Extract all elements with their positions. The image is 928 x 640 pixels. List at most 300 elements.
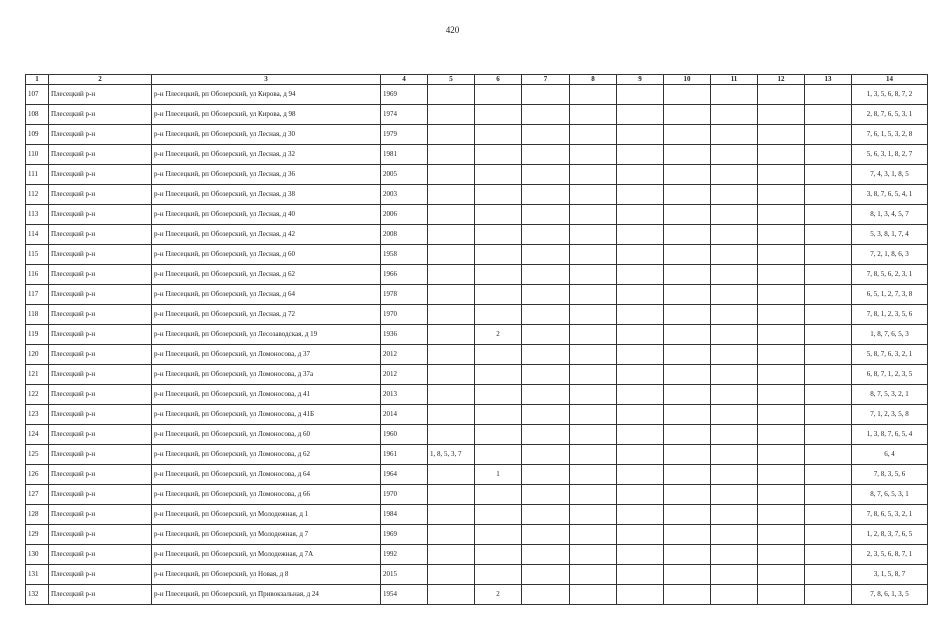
empty-cell xyxy=(758,585,805,605)
empty-cell xyxy=(711,245,758,265)
empty-cell xyxy=(711,325,758,345)
year-cell: 1964 xyxy=(381,465,428,485)
column-5-cell xyxy=(428,405,475,425)
column-5-cell xyxy=(428,105,475,125)
empty-cell xyxy=(664,165,711,185)
column-14-cell: 7, 8, 5, 6, 2, 3, 1 xyxy=(852,265,928,285)
empty-cell xyxy=(617,545,664,565)
table-row xyxy=(26,545,928,565)
empty-cell xyxy=(522,245,570,265)
empty-cell xyxy=(522,485,570,505)
empty-cell xyxy=(617,245,664,265)
header-row xyxy=(26,75,928,85)
year-cell: 2012 xyxy=(381,345,428,365)
year-cell: 1958 xyxy=(381,245,428,265)
address-cell: р-н Плесецкий, рп Обозерский, ул Ломоносова, д 60 xyxy=(152,425,381,445)
table-row xyxy=(26,525,928,545)
address-cell: р-н Плесецкий, рп Обозерский, ул Молодежная, д 7А xyxy=(152,545,381,565)
table-row xyxy=(26,205,928,225)
empty-cell xyxy=(617,285,664,305)
empty-cell xyxy=(758,205,805,225)
empty-cell xyxy=(617,305,664,325)
address-cell: р-н Плесецкий, рп Обозерский, ул Лесная, д 38 xyxy=(152,185,381,205)
column-5-cell xyxy=(428,85,475,105)
empty-cell xyxy=(664,565,711,585)
column-6-cell xyxy=(475,365,522,385)
empty-cell xyxy=(664,145,711,165)
empty-cell xyxy=(522,325,570,345)
column-14-cell: 7, 8, 3, 5, 6 xyxy=(852,465,928,485)
empty-cell xyxy=(758,85,805,105)
table-row xyxy=(26,305,928,325)
empty-cell xyxy=(711,205,758,225)
district-cell: Плесецкий р-н xyxy=(49,105,152,125)
row-number-cell: 107 xyxy=(26,85,49,105)
address-cell: р-н Плесецкий, рп Обозерский, ул Лесная, д 64 xyxy=(152,285,381,305)
address-cell: р-н Плесецкий, рп Обозерский, ул Лесозаводская, д 19 xyxy=(152,325,381,345)
empty-cell xyxy=(522,85,570,105)
year-cell: 1966 xyxy=(381,265,428,285)
row-number-cell: 108 xyxy=(26,105,49,125)
column-6-cell xyxy=(475,345,522,365)
column-6-cell xyxy=(475,225,522,245)
empty-cell xyxy=(664,485,711,505)
empty-cell xyxy=(570,465,617,485)
year-cell: 2015 xyxy=(381,565,428,585)
column-14-cell: 8, 7, 6, 5, 3, 1 xyxy=(852,485,928,505)
empty-cell xyxy=(664,465,711,485)
empty-cell xyxy=(617,365,664,385)
column-header: 10 xyxy=(664,75,711,85)
empty-cell xyxy=(805,505,852,525)
column-5-cell xyxy=(428,305,475,325)
table-row xyxy=(26,225,928,245)
empty-cell xyxy=(617,345,664,365)
table-row xyxy=(26,425,928,445)
empty-cell xyxy=(522,145,570,165)
empty-cell xyxy=(711,505,758,525)
year-cell: 2012 xyxy=(381,365,428,385)
district-cell: Плесецкий р-н xyxy=(49,545,152,565)
column-14-cell: 7, 4, 3, 1, 8, 5 xyxy=(852,165,928,185)
column-5-cell xyxy=(428,245,475,265)
empty-cell xyxy=(570,325,617,345)
column-5-cell xyxy=(428,465,475,485)
column-6-cell xyxy=(475,565,522,585)
column-header: 7 xyxy=(522,75,570,85)
row-number-cell: 126 xyxy=(26,465,49,485)
empty-cell xyxy=(711,565,758,585)
empty-cell xyxy=(711,365,758,385)
empty-cell xyxy=(664,345,711,365)
empty-cell xyxy=(758,165,805,185)
empty-cell xyxy=(617,585,664,605)
empty-cell xyxy=(758,565,805,585)
address-cell: р-н Плесецкий, рп Обозерский, ул Привокзальная, д 24 xyxy=(152,585,381,605)
table-row xyxy=(26,585,928,605)
address-cell: р-н Плесецкий, рп Обозерский, ул Кирова, д 98 xyxy=(152,105,381,125)
column-14-cell: 3, 8, 7, 6, 5, 4, 1 xyxy=(852,185,928,205)
empty-cell xyxy=(711,425,758,445)
column-14-cell: 5, 8, 7, 6, 3, 2, 1 xyxy=(852,345,928,365)
address-cell: р-н Плесецкий, рп Обозерский, ул Лесная, д 62 xyxy=(152,265,381,285)
address-cell: р-н Плесецкий, рп Обозерский, ул Ломоносова, д 37а xyxy=(152,365,381,385)
empty-cell xyxy=(711,85,758,105)
column-header: 5 xyxy=(428,75,475,85)
empty-cell xyxy=(805,245,852,265)
empty-cell xyxy=(711,125,758,145)
empty-cell xyxy=(617,445,664,465)
empty-cell xyxy=(522,285,570,305)
table-row xyxy=(26,405,928,425)
row-number-cell: 129 xyxy=(26,525,49,545)
empty-cell xyxy=(758,125,805,145)
column-5-cell xyxy=(428,205,475,225)
table-row xyxy=(26,445,928,465)
column-6-cell xyxy=(475,425,522,445)
district-cell: Плесецкий р-н xyxy=(49,365,152,385)
empty-cell xyxy=(570,425,617,445)
empty-cell xyxy=(522,565,570,585)
empty-cell xyxy=(711,265,758,285)
empty-cell xyxy=(758,485,805,505)
district-cell: Плесецкий р-н xyxy=(49,265,152,285)
table-row xyxy=(26,465,928,485)
year-cell: 1970 xyxy=(381,485,428,505)
empty-cell xyxy=(570,105,617,125)
row-number-cell: 119 xyxy=(26,325,49,345)
empty-cell xyxy=(570,565,617,585)
column-5-cell xyxy=(428,565,475,585)
empty-cell xyxy=(805,545,852,565)
empty-cell xyxy=(805,485,852,505)
column-6-cell xyxy=(475,545,522,565)
empty-cell xyxy=(522,425,570,445)
column-5-cell xyxy=(428,485,475,505)
table-row xyxy=(26,385,928,405)
empty-cell xyxy=(805,125,852,145)
empty-cell xyxy=(522,185,570,205)
column-6-cell xyxy=(475,125,522,145)
data-table xyxy=(25,74,928,605)
column-5-cell xyxy=(428,165,475,185)
empty-cell xyxy=(805,225,852,245)
empty-cell xyxy=(522,545,570,565)
column-5-cell xyxy=(428,285,475,305)
empty-cell xyxy=(711,385,758,405)
table-body xyxy=(26,85,928,605)
empty-cell xyxy=(570,345,617,365)
row-number-cell: 131 xyxy=(26,565,49,585)
empty-cell xyxy=(664,225,711,245)
column-5-cell xyxy=(428,125,475,145)
column-5-cell xyxy=(428,365,475,385)
empty-cell xyxy=(664,525,711,545)
column-14-cell: 6, 8, 7, 1, 2, 3, 5 xyxy=(852,365,928,385)
empty-cell xyxy=(522,165,570,185)
empty-cell xyxy=(805,285,852,305)
empty-cell xyxy=(758,225,805,245)
empty-cell xyxy=(664,205,711,225)
table-row xyxy=(26,245,928,265)
year-cell: 1974 xyxy=(381,105,428,125)
address-cell: р-н Плесецкий, рп Обозерский, ул Молодежная, д 7 xyxy=(152,525,381,545)
table-row xyxy=(26,145,928,165)
address-cell: р-н Плесецкий, рп Обозерский, ул Лесная, д 60 xyxy=(152,245,381,265)
column-14-cell: 5, 6, 3, 1, 8, 2, 7 xyxy=(852,145,928,165)
column-6-cell xyxy=(475,185,522,205)
empty-cell xyxy=(805,445,852,465)
empty-cell xyxy=(570,525,617,545)
column-6-cell xyxy=(475,145,522,165)
column-14-cell: 7, 1, 2, 3, 5, 8 xyxy=(852,405,928,425)
empty-cell xyxy=(522,525,570,545)
table-row xyxy=(26,265,928,285)
empty-cell xyxy=(711,465,758,485)
empty-cell xyxy=(805,465,852,485)
empty-cell xyxy=(664,585,711,605)
table-row xyxy=(26,325,928,345)
column-6-cell xyxy=(475,445,522,465)
empty-cell xyxy=(570,85,617,105)
empty-cell xyxy=(711,525,758,545)
empty-cell xyxy=(522,385,570,405)
year-cell: 1970 xyxy=(381,305,428,325)
row-number-cell: 116 xyxy=(26,265,49,285)
empty-cell xyxy=(617,465,664,485)
empty-cell xyxy=(570,125,617,145)
column-14-cell: 1, 3, 5, 6, 8, 7, 2 xyxy=(852,85,928,105)
row-number-cell: 121 xyxy=(26,365,49,385)
row-number-cell: 112 xyxy=(26,185,49,205)
empty-cell xyxy=(758,425,805,445)
column-5-cell xyxy=(428,185,475,205)
empty-cell xyxy=(522,465,570,485)
empty-cell xyxy=(522,225,570,245)
district-cell: Плесецкий р-н xyxy=(49,405,152,425)
empty-cell xyxy=(758,105,805,125)
empty-cell xyxy=(522,305,570,325)
empty-cell xyxy=(664,325,711,345)
empty-cell xyxy=(711,405,758,425)
empty-cell xyxy=(711,225,758,245)
empty-cell xyxy=(805,305,852,325)
empty-cell xyxy=(664,505,711,525)
column-5-cell xyxy=(428,325,475,345)
empty-cell xyxy=(711,285,758,305)
empty-cell xyxy=(617,485,664,505)
year-cell: 1969 xyxy=(381,85,428,105)
empty-cell xyxy=(617,225,664,245)
column-6-cell xyxy=(475,205,522,225)
empty-cell xyxy=(522,405,570,425)
address-cell: р-н Плесецкий, рп Обозерский, ул Новая, д 8 xyxy=(152,565,381,585)
row-number-cell: 125 xyxy=(26,445,49,465)
column-header: 6 xyxy=(475,75,522,85)
empty-cell xyxy=(758,385,805,405)
empty-cell xyxy=(805,205,852,225)
column-5-cell xyxy=(428,545,475,565)
district-cell: Плесецкий р-н xyxy=(49,345,152,365)
empty-cell xyxy=(805,105,852,125)
empty-cell xyxy=(664,545,711,565)
address-cell: р-н Плесецкий, рп Обозерский, ул Лесная, д 32 xyxy=(152,145,381,165)
column-14-cell: 7, 2, 1, 8, 6, 3 xyxy=(852,245,928,265)
empty-cell xyxy=(570,445,617,465)
column-14-cell: 7, 8, 6, 5, 3, 2, 1 xyxy=(852,505,928,525)
column-6-cell: 2 xyxy=(475,325,522,345)
column-5-cell xyxy=(428,425,475,445)
empty-cell xyxy=(805,405,852,425)
column-6-cell xyxy=(475,385,522,405)
column-6-cell xyxy=(475,85,522,105)
column-5-cell: 1, 8, 5, 3, 7 xyxy=(428,445,475,465)
empty-cell xyxy=(664,265,711,285)
row-number-cell: 132 xyxy=(26,585,49,605)
district-cell: Плесецкий р-н xyxy=(49,585,152,605)
column-5-cell xyxy=(428,225,475,245)
district-cell: Плесецкий р-н xyxy=(49,225,152,245)
year-cell: 1979 xyxy=(381,125,428,145)
empty-cell xyxy=(522,265,570,285)
column-14-cell: 5, 3, 8, 1, 7, 4 xyxy=(852,225,928,245)
empty-cell xyxy=(711,345,758,365)
empty-cell xyxy=(711,145,758,165)
empty-cell xyxy=(758,245,805,265)
empty-cell xyxy=(570,225,617,245)
empty-cell xyxy=(664,185,711,205)
column-6-cell xyxy=(475,165,522,185)
district-cell: Плесецкий р-н xyxy=(49,445,152,465)
empty-cell xyxy=(664,385,711,405)
empty-cell xyxy=(617,165,664,185)
column-6-cell: 2 xyxy=(475,585,522,605)
column-14-cell: 6, 4 xyxy=(852,445,928,465)
table-row xyxy=(26,125,928,145)
district-cell: Плесецкий р-н xyxy=(49,485,152,505)
empty-cell xyxy=(758,325,805,345)
table-row xyxy=(26,165,928,185)
empty-cell xyxy=(758,365,805,385)
district-cell: Плесецкий р-н xyxy=(49,85,152,105)
empty-cell xyxy=(617,405,664,425)
empty-cell xyxy=(711,165,758,185)
empty-cell xyxy=(570,265,617,285)
empty-cell xyxy=(570,145,617,165)
year-cell: 2013 xyxy=(381,385,428,405)
address-cell: р-н Плесецкий, рп Обозерский, ул Лесная, д 42 xyxy=(152,225,381,245)
district-cell: Плесецкий р-н xyxy=(49,165,152,185)
column-5-cell xyxy=(428,505,475,525)
column-14-cell: 1, 8, 7, 6, 5, 3 xyxy=(852,325,928,345)
empty-cell xyxy=(805,385,852,405)
district-cell: Плесецкий р-н xyxy=(49,465,152,485)
row-number-cell: 113 xyxy=(26,205,49,225)
empty-cell xyxy=(570,545,617,565)
address-cell: р-н Плесецкий, рп Обозерский, ул Ломоносова, д 62 xyxy=(152,445,381,465)
district-cell: Плесецкий р-н xyxy=(49,205,152,225)
column-14-cell: 1, 3, 8, 7, 6, 5, 4 xyxy=(852,425,928,445)
empty-cell xyxy=(805,325,852,345)
column-6-cell xyxy=(475,265,522,285)
year-cell: 1954 xyxy=(381,585,428,605)
district-cell: Плесецкий р-н xyxy=(49,145,152,165)
column-header: 9 xyxy=(617,75,664,85)
empty-cell xyxy=(617,325,664,345)
column-header: 12 xyxy=(758,75,805,85)
empty-cell xyxy=(758,465,805,485)
empty-cell xyxy=(758,525,805,545)
empty-cell xyxy=(711,445,758,465)
year-cell: 2008 xyxy=(381,225,428,245)
empty-cell xyxy=(570,405,617,425)
row-number-cell: 118 xyxy=(26,305,49,325)
empty-cell xyxy=(711,305,758,325)
empty-cell xyxy=(617,185,664,205)
year-cell: 1960 xyxy=(381,425,428,445)
column-6-cell xyxy=(475,525,522,545)
table-row xyxy=(26,345,928,365)
empty-cell xyxy=(664,125,711,145)
column-header: 11 xyxy=(711,75,758,85)
column-header: 8 xyxy=(570,75,617,85)
empty-cell xyxy=(758,265,805,285)
empty-cell xyxy=(664,365,711,385)
column-14-cell: 3, 1, 5, 8, 7 xyxy=(852,565,928,585)
column-6-cell xyxy=(475,285,522,305)
column-14-cell: 8, 1, 3, 4, 5, 7 xyxy=(852,205,928,225)
column-14-cell: 6, 5, 1, 2, 7, 3, 8 xyxy=(852,285,928,305)
district-cell: Плесецкий р-н xyxy=(49,185,152,205)
address-cell: р-н Плесецкий, рп Обозерский, ул Молодежная, д 1 xyxy=(152,505,381,525)
empty-cell xyxy=(664,245,711,265)
column-6-cell xyxy=(475,245,522,265)
district-cell: Плесецкий р-н xyxy=(49,305,152,325)
row-number-cell: 111 xyxy=(26,165,49,185)
empty-cell xyxy=(758,545,805,565)
column-6-cell: 1 xyxy=(475,465,522,485)
empty-cell xyxy=(805,585,852,605)
empty-cell xyxy=(570,485,617,505)
empty-cell xyxy=(570,185,617,205)
address-cell: р-н Плесецкий, рп Обозерский, ул Ломоносова, д 37 xyxy=(152,345,381,365)
row-number-cell: 124 xyxy=(26,425,49,445)
empty-cell xyxy=(522,125,570,145)
empty-cell xyxy=(758,305,805,325)
year-cell: 2014 xyxy=(381,405,428,425)
row-number-cell: 115 xyxy=(26,245,49,265)
empty-cell xyxy=(617,505,664,525)
year-cell: 2003 xyxy=(381,185,428,205)
address-cell: р-н Плесецкий, рп Обозерский, ул Лесная, д 40 xyxy=(152,205,381,225)
column-6-cell xyxy=(475,305,522,325)
row-number-cell: 122 xyxy=(26,385,49,405)
address-cell: р-н Плесецкий, рп Обозерский, ул Ломоносова, д 41 xyxy=(152,385,381,405)
district-cell: Плесецкий р-н xyxy=(49,525,152,545)
year-cell: 2005 xyxy=(381,165,428,185)
column-14-cell: 7, 8, 6, 1, 3, 5 xyxy=(852,585,928,605)
column-header: 14 xyxy=(852,75,928,85)
column-header: 13 xyxy=(805,75,852,85)
empty-cell xyxy=(522,365,570,385)
empty-cell xyxy=(570,365,617,385)
district-cell: Плесецкий р-н xyxy=(49,565,152,585)
address-cell: р-н Плесецкий, рп Обозерский, ул Кирова, д 94 xyxy=(152,85,381,105)
empty-cell xyxy=(805,265,852,285)
empty-cell xyxy=(570,305,617,325)
table-row xyxy=(26,565,928,585)
empty-cell xyxy=(758,445,805,465)
